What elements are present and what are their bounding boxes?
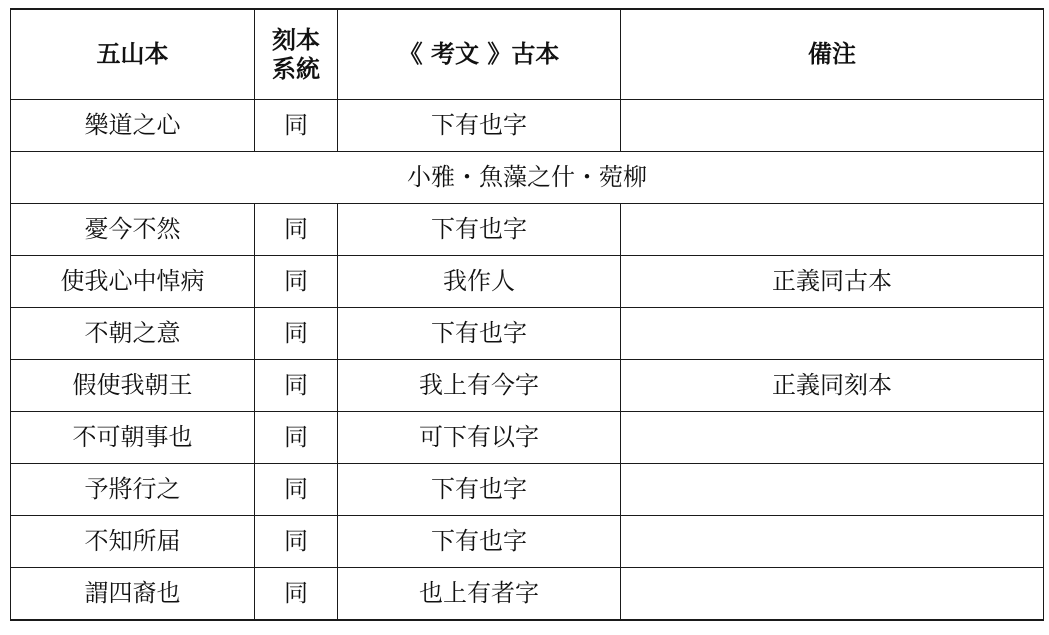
table-body: [11, 100, 1044, 621]
cell-remark: [621, 308, 1044, 360]
cell-wushan-text: 不知所届: [11, 516, 255, 568]
cell-wushan-text: 假使我朝王: [11, 360, 255, 412]
cell-remark: [621, 412, 1044, 464]
cell-kobun-variant: 下有也字: [338, 204, 621, 256]
collation-table: [10, 8, 1044, 621]
table-row: [11, 412, 1044, 464]
cell-kobun-variant: 下有也字: [338, 464, 621, 516]
header-kobun-ancient-edition: 《 考文 》古本: [338, 9, 621, 100]
cell-remark: [621, 204, 1044, 256]
table-row: [11, 464, 1044, 516]
cell-printed-lineage: 同: [255, 412, 338, 464]
cell-wushan-text: 不可朝事也: [11, 412, 255, 464]
table-row: [11, 360, 1044, 412]
section-heading: 小雅・魚藻之什・菀柳: [11, 152, 1044, 204]
cell-remark: [621, 100, 1044, 152]
cell-remark: [621, 516, 1044, 568]
cell-remark: 正義同古本: [621, 256, 1044, 308]
header-printed-lineage: 刻本系統: [255, 9, 338, 100]
table-header: [11, 9, 1044, 100]
cell-printed-lineage: 同: [255, 516, 338, 568]
cell-kobun-variant: 下有也字: [338, 100, 621, 152]
cell-remark: 正義同刻本: [621, 360, 1044, 412]
cell-kobun-variant: 我作人: [338, 256, 621, 308]
cell-printed-lineage: 同: [255, 464, 338, 516]
table-row: [11, 100, 1044, 152]
cell-remark: [621, 464, 1044, 516]
table-row: [11, 204, 1044, 256]
cell-kobun-variant: 也上有者字: [338, 568, 621, 621]
cell-kobun-variant: 可下有以字: [338, 412, 621, 464]
header-wushan-edition: 五山本: [11, 9, 255, 100]
table-row: [11, 256, 1044, 308]
cell-wushan-text: 謂四裔也: [11, 568, 255, 621]
cell-wushan-text: 予將行之: [11, 464, 255, 516]
table-row: [11, 568, 1044, 621]
cell-printed-lineage: 同: [255, 100, 338, 152]
cell-wushan-text: 不朝之意: [11, 308, 255, 360]
cell-printed-lineage: 同: [255, 204, 338, 256]
cell-printed-lineage: 同: [255, 568, 338, 621]
cell-printed-lineage: 同: [255, 308, 338, 360]
cell-wushan-text: 使我心中悼病: [11, 256, 255, 308]
section-heading-row: [11, 152, 1044, 204]
cell-printed-lineage: 同: [255, 360, 338, 412]
cell-remark: [621, 568, 1044, 621]
table-row: [11, 516, 1044, 568]
header-remarks: 備注: [621, 9, 1044, 100]
cell-printed-lineage: 同: [255, 256, 338, 308]
header-row: [11, 9, 1044, 100]
cell-wushan-text: 樂道之心: [11, 100, 255, 152]
cell-kobun-variant: 我上有今字: [338, 360, 621, 412]
cell-wushan-text: 憂今不然: [11, 204, 255, 256]
table-row: [11, 308, 1044, 360]
cell-kobun-variant: 下有也字: [338, 516, 621, 568]
cell-kobun-variant: 下有也字: [338, 308, 621, 360]
